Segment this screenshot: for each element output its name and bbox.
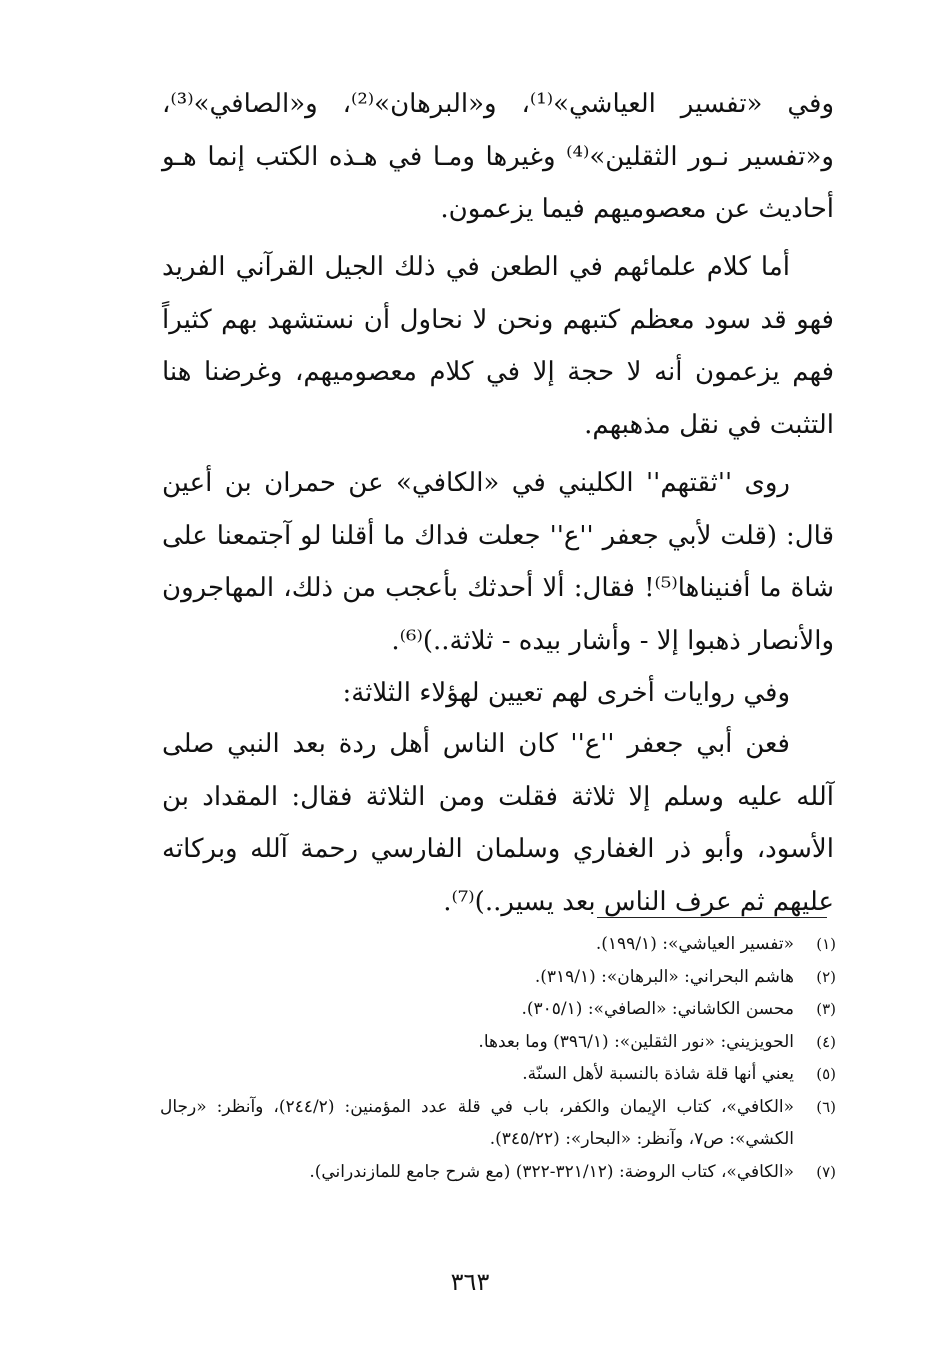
footnote-text: يعني أنها قلة شاذة بالنسبة لأهل السنّة. xyxy=(522,1064,794,1084)
paragraph-other-narrations: وفي روايات أخرى لهم تعيين لهؤلاء الثلاثة: xyxy=(342,678,790,708)
paragraph-scholars-criticism: أما كلام علمائهم في الطعن في ذلك الجيل القرآني الفريد فهو قد سود معظم كتبهم ونحن لا نحاول أن نستشهد بهم كثيراً فهم يزعمون أنه لا حجة إلا في كلام معصوميهم، وغرضنا هنا التثبت في نقل مذهبهم. xyxy=(162,252,834,440)
paragraph-tafsir-sources: وفي «تفسير العياشي»⁽¹⁾، و«البرهان»⁽²⁾، و«الصافي»⁽³⁾، و«تفسير نـور الثقلين»⁽⁴⁾ وغيرها ومـا في هـذه الكتب إنما هـو أحاديث عن معصوميهم فيما يزعمون. xyxy=(162,89,834,224)
footnote-item xyxy=(160,961,836,994)
footnote-text: الحويزيني: «نور الثقلين»: (٣٩٦/١) وما بعدها. xyxy=(478,1031,794,1052)
footnote-item xyxy=(160,1026,836,1059)
footnote-text: هاشم البحراني: «البرهان»: (٣١٩/١). xyxy=(534,966,794,987)
footnote-number: (٤) xyxy=(816,1032,836,1051)
footnote-number: (٣) xyxy=(816,1000,836,1018)
footnote-number: (٥) xyxy=(816,1065,836,1083)
footnote-item xyxy=(160,993,836,1026)
footnote-item xyxy=(160,1091,836,1156)
footnote-text: «الكافي»، كتاب الروضة: (٣٢١/١٢-٣٢٢) (مع شرح جامع للمازندراني). xyxy=(309,1161,794,1182)
paragraph-kulayni-narration: روى ''ثقتهم'' الكليني في «الكافي» عن حمران بن أعين قال: (قلت لأبي جعفر ''ع'' جعلت فداك ما أقلنا لو آجتمعنا على شاة ما أفنيناها⁽⁵⁾! فقال: ألا أحدثك بأعجب من ذلك، المهاجرون والأنصار ذهبوا إلا - وأشار بيده - ثلاثة..)⁽⁶⁾. xyxy=(162,468,834,656)
footnote-number: (٦) xyxy=(816,1097,836,1116)
footnote-text: «تفسير العياشي»: (١٩٩/١). xyxy=(595,934,794,954)
footnote-item xyxy=(160,1156,836,1189)
footnotes-list xyxy=(160,928,836,1188)
footnote-item xyxy=(160,1058,836,1091)
paragraph-abu-jafar-narration: فعن أبي جعفر ''ع'' كان الناس أهل ردة بعد النبي صلى آلله عليه وسلم إلا ثلاثة فقلت ومن الثلاثة فقال: المقداد بن الأسود، وأبو ذر الغفاري وسلمان الفارسي رحمة آلله وبركاته عليهم ثم عرف الناس بعد يسير..)⁽⁷⁾. xyxy=(162,729,834,917)
footnote-number: (٢) xyxy=(816,967,836,986)
footnote-text: «الكافي»، كتاب الإيمان والكفر، باب في قلة عدد المؤمنين: (٢٤٤/٢)، وآنظر: «رجال الكشي»: ص٧، وآنظر: «البحار»: (٣٤٥/٢٢). xyxy=(160,1096,795,1149)
page-number: ٣٦٣ xyxy=(450,1268,490,1296)
footnote-text: محسن الكاشاني: «الصافي»: (٣٠٥/١). xyxy=(521,999,794,1019)
footnote-item xyxy=(160,928,836,961)
footnote-number: (١) xyxy=(816,935,836,953)
footnote-separator xyxy=(597,917,827,918)
footnote-number: (٧) xyxy=(816,1162,836,1181)
